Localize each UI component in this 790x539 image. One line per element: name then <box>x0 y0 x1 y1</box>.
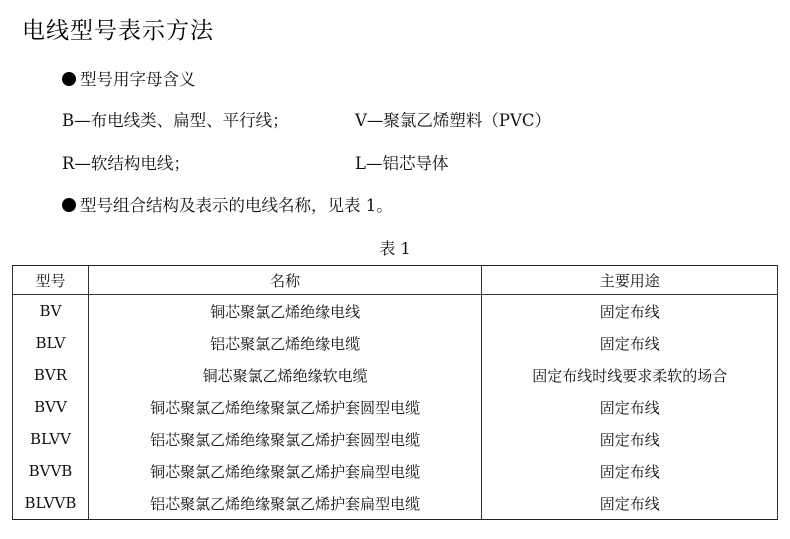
table-row <box>13 423 778 455</box>
cell-model: BVV <box>13 391 89 423</box>
meaning-b: B—布电线类、扁型、平行线； <box>62 111 289 130</box>
bullet-dot-icon <box>62 72 76 86</box>
header-model: 型号 <box>13 266 89 295</box>
cell-model: BLVV <box>13 423 89 455</box>
table-row <box>13 455 778 487</box>
bullet-text: 型号用字母含义 <box>80 70 196 89</box>
cell-model: BLVVB <box>13 487 89 520</box>
cell-name: 铜芯聚氯乙烯绝缘聚氯乙烯护套圆型电缆 <box>88 391 481 423</box>
cell-model: BLV <box>13 327 89 359</box>
cell-model: BV <box>13 295 89 328</box>
cell-usage: 固定布线 <box>482 487 778 520</box>
meaning-v: V—聚氯乙烯塑料（PVC） <box>355 111 552 130</box>
wire-model-table <box>12 265 778 520</box>
cell-usage: 固定布线 <box>482 327 778 359</box>
cell-name: 铜芯聚氯乙烯绝缘聚氯乙烯护套扁型电缆 <box>88 455 481 487</box>
bullet-dot-icon <box>62 198 76 212</box>
header-usage: 主要用途 <box>482 266 778 295</box>
cell-name: 铜芯聚氯乙烯绝缘电线 <box>88 295 481 328</box>
cell-usage: 固定布线时线要求柔软的场合 <box>482 359 778 391</box>
cell-model: BVR <box>13 359 89 391</box>
table-caption: 表 1 <box>379 239 411 258</box>
bullet-item <box>62 192 393 216</box>
cell-name: 铝芯聚氯乙烯绝缘聚氯乙烯护套圆型电缆 <box>88 423 481 455</box>
bullet-item <box>62 66 196 90</box>
meaning-r: R—软结构电线； <box>62 154 190 173</box>
cell-name: 铝芯聚氯乙烯绝缘聚氯乙烯护套扁型电缆 <box>88 487 481 520</box>
cell-model: BVVB <box>13 455 89 487</box>
cell-name: 铝芯聚氯乙烯绝缘电缆 <box>88 327 481 359</box>
cell-usage: 固定布线 <box>482 455 778 487</box>
cell-usage: 固定布线 <box>482 391 778 423</box>
header-name: 名称 <box>88 266 481 295</box>
table-row <box>13 295 778 328</box>
table-row <box>13 391 778 423</box>
meaning-l: L—铝芯导体 <box>355 154 449 173</box>
cell-usage: 固定布线 <box>482 423 778 455</box>
cell-name: 铜芯聚氯乙烯绝缘软电缆 <box>88 359 481 391</box>
table-row <box>13 487 778 520</box>
table-header-row <box>13 266 778 295</box>
cell-usage: 固定布线 <box>482 295 778 328</box>
bullet-text: 型号组合结构及表示的电线名称，见表 1。 <box>80 196 393 215</box>
table-row <box>13 327 778 359</box>
page-title: 电线型号表示方法 <box>22 18 214 44</box>
table-row <box>13 359 778 391</box>
